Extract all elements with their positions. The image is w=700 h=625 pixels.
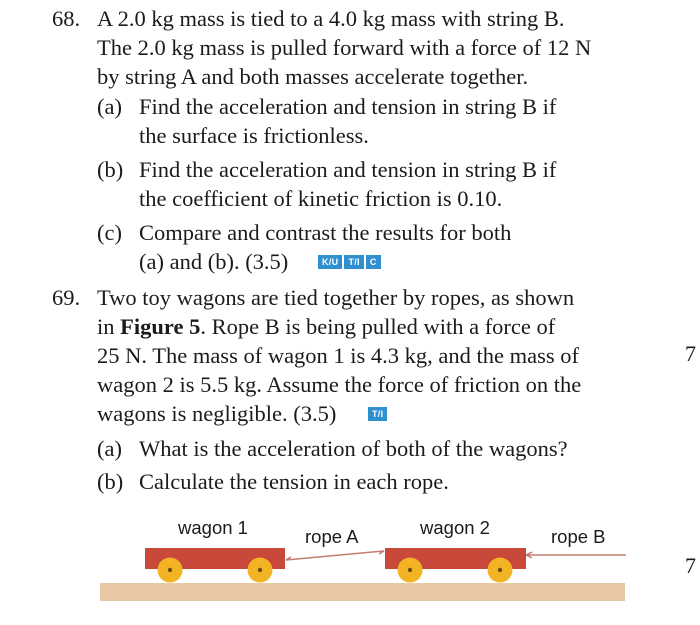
wagon-2-body [385, 548, 526, 569]
figure-reference: Figure 5 [120, 314, 201, 339]
label-wagon-2: wagon 2 [420, 517, 490, 538]
badge-ku: K/U [318, 255, 342, 269]
q69-stem-line-2: in Figure 5. Rope B is being pulled with a force of [97, 314, 556, 339]
badge-ti: T/I [344, 255, 363, 269]
q69-stem-line-4: wagon 2 is 5.5 kg. Assume the force of friction on the [97, 372, 582, 397]
q69-number: 69. [52, 285, 81, 310]
q69-skill-badges [368, 407, 387, 421]
margin-cutoff-number-2: 7 [685, 553, 696, 578]
q68-part-a-line-1: Find the acceleration and tension in string B if [139, 94, 557, 119]
q68-stem-line-2: The 2.0 kg mass is pulled forward with a force of 12 N [97, 35, 592, 60]
label-rope-b: rope B [551, 526, 606, 547]
q69-stem-line-1: Two toy wagons are tied together by ropes, as shown [97, 285, 575, 310]
q69-stem-line-5: wagons is negligible. (3.5) [97, 401, 337, 426]
q68-stem-line-3: by string A and both masses accelerate together. [97, 64, 529, 89]
rope-b-knot [526, 552, 532, 558]
wagon-2-wheel-back [488, 558, 513, 583]
badge-ti: T/I [368, 407, 387, 421]
q68-number: 68. [52, 6, 81, 31]
rope-a [286, 551, 384, 560]
wagon-2-wheel-front [398, 558, 423, 583]
rope-a-knots [286, 551, 384, 560]
q69-part-b-label: (b) [97, 469, 124, 494]
q69-part-b-line-1: Calculate the tension in each rope. [139, 469, 449, 494]
q68-part-b-line-2: the coefficient of kinetic friction is 0.10. [139, 186, 503, 211]
q68-skill-badges [318, 255, 381, 269]
margin-cutoff-number-1: 7 [685, 341, 696, 366]
q68-part-c-line-2: (a) and (b). (3.5) [139, 249, 289, 274]
q69-stem-line-3: 25 N. The mass of wagon 1 is 4.3 kg, and the mass of [97, 343, 580, 368]
q68-part-b-line-1: Find the acceleration and tension in string B if [139, 157, 557, 182]
q69-part-a-label: (a) [97, 436, 122, 461]
q68-part-a-label: (a) [97, 94, 122, 119]
q68-stem-line-1: A 2.0 kg mass is tied to a 4.0 kg mass with string B. [97, 6, 565, 31]
q68-part-b-label: (b) [97, 157, 124, 182]
q68-part-c-line-1: Compare and contrast the results for both [139, 220, 512, 245]
ground-surface [100, 583, 625, 601]
label-rope-a: rope A [305, 526, 359, 547]
wagon-1-body [145, 548, 285, 569]
q69-part-a-line-1: What is the acceleration of both of the wagons? [139, 436, 568, 461]
badge-c: C [366, 255, 381, 269]
label-wagon-1: wagon 1 [178, 517, 248, 538]
q68-part-c-label: (c) [97, 220, 122, 245]
q68-part-a-line-2: the surface is frictionless. [139, 123, 369, 148]
wagon-1-wheel-back [248, 558, 273, 583]
wagon-1-wheel-front [158, 558, 183, 583]
